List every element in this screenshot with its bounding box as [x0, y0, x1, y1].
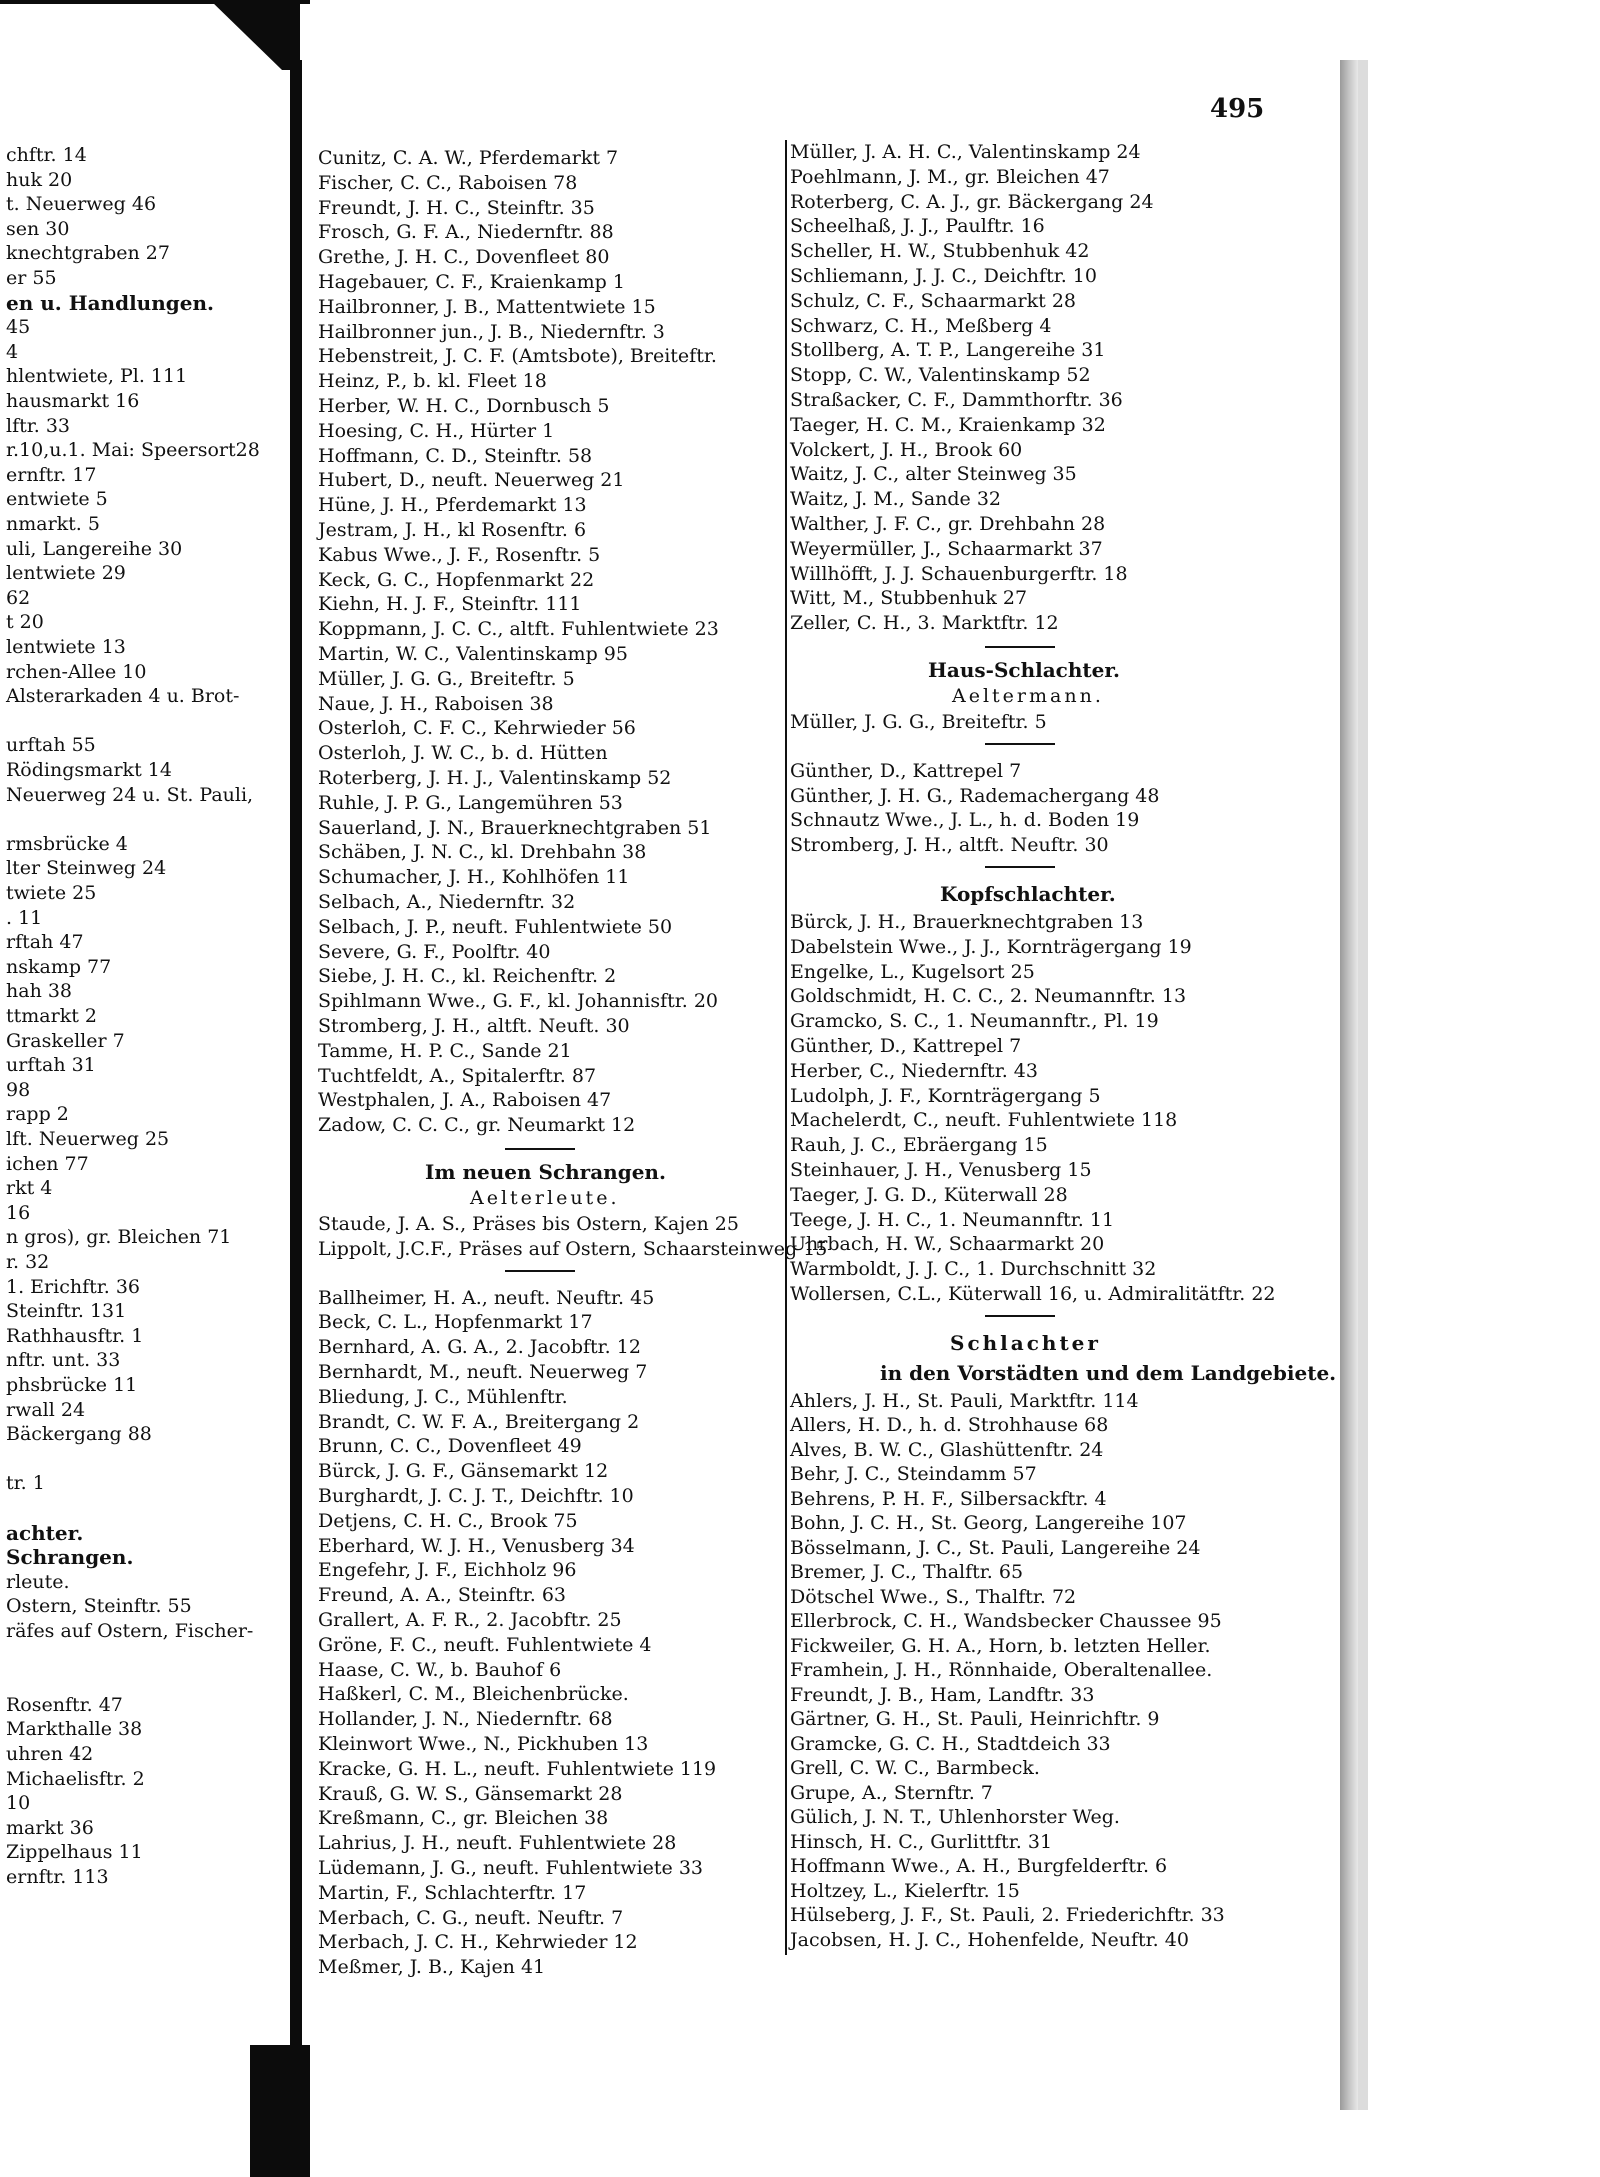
directory-entry: Osterloh, C. F. C., Kehrwieder 56: [318, 717, 636, 740]
left-fragment-line: 10: [6, 1792, 31, 1815]
directory-entry: Selbach, J. P., neuft. Fuhlentwiete 50: [318, 915, 673, 938]
directory-entry: Roterberg, J. H. J., Valentinskamp 52: [318, 767, 672, 789]
page-number: 495: [1210, 94, 1265, 124]
left-fragment-line: phsbrücke 11: [6, 1374, 138, 1396]
left-fragment-line: chftr. 14: [6, 144, 87, 166]
directory-entry: Grupe, A., Sternftr. 7: [790, 1781, 993, 1804]
directory-entry: Hubert, D., neuft. Neuerweg 21: [318, 469, 625, 492]
left-fragment-line: 4: [6, 340, 19, 363]
directory-entry: Poehlmann, J. M., gr. Bleichen 47: [790, 165, 1110, 188]
left-fragment-line: urftah 31: [6, 1054, 96, 1077]
directory-entry: Haßkerl, C. M., Bleichenbrücke.: [318, 1683, 629, 1706]
directory-entry: Ludolph, J. F., Kornträgergang 5: [790, 1084, 1101, 1107]
directory-entry: Schliemann, J. J. C., Deichftr. 10: [790, 265, 1097, 287]
directory-entry: Merbach, C. G., neuft. Neuftr. 7: [318, 1906, 624, 1929]
directory-entry: Freundt, J. H. C., Steinftr. 35: [318, 196, 595, 219]
left-fragment-line: 98: [6, 1078, 31, 1101]
directory-entry: Dabelstein Wwe., J. J., Kornträgergang 19: [790, 935, 1192, 958]
section-rule: [985, 866, 1055, 868]
left-fragment-line: lftr. 33: [6, 414, 70, 437]
section-rule: [505, 1148, 575, 1150]
left-fragment-line: entwiete 5: [6, 488, 108, 511]
directory-entry: Eberhard, W. J. H., Venusberg 34: [318, 1534, 635, 1557]
section-heading: Haus-Schlachter.: [928, 658, 1121, 682]
left-fragment-line: er 55: [6, 267, 57, 289]
left-fragment-line: rftah 47: [6, 931, 84, 954]
left-fragment-line: ernftr. 17: [6, 463, 97, 486]
directory-entry: Engefehr, J. F., Eichholz 96: [318, 1559, 577, 1582]
directory-entry: Meßmer, J. B., Kajen 41: [318, 1956, 546, 1979]
directory-entry: Zadow, C. C. C., gr. Neumarkt 12: [318, 1114, 636, 1137]
directory-entry: Frosch, G. F. A., Niedernftr. 88: [318, 221, 614, 244]
left-fragment-line: Ostern, Steinftr. 55: [6, 1595, 192, 1618]
directory-entry: Schnautz Wwe., J. L., h. d. Boden 19: [790, 809, 1140, 832]
directory-entry: Freund, A. A., Steinftr. 63: [318, 1584, 566, 1607]
left-fragment-line: sen 30: [6, 217, 70, 240]
left-fragment-line: twiete 25: [6, 882, 97, 904]
directory-entry: Müller, J. G. G., Breiteftr. 5: [318, 667, 575, 690]
left-fragment-line: Neuerweg 24 u. St. Pauli,: [6, 783, 254, 806]
directory-entry: Krauß, G. W. S., Gänsemarkt 28: [318, 1782, 623, 1805]
directory-entry: Ballheimer, H. A., neuft. Neuftr. 45: [318, 1286, 655, 1309]
left-fragment-line: Graskeller 7: [6, 1029, 125, 1052]
left-fragment-line: 1. Erichftr. 36: [6, 1275, 140, 1298]
directory-entry: Scheelhaß, J. J., Paulftr. 16: [790, 215, 1045, 238]
left-fragment-line: Markthalle 38: [6, 1718, 143, 1741]
aeltermann-entry: Müller, J. G. G., Breiteftr. 5: [790, 711, 1047, 733]
left-fragment-line: lft. Neuerweg 25: [6, 1128, 170, 1150]
directory-entry: Stollberg, A. T. P., Langereihe 31: [790, 339, 1106, 362]
left-fragment-line: Schrangen.: [6, 1545, 134, 1570]
left-fragment-line: ttmarkt 2: [6, 1005, 97, 1027]
elder-entry: Lippolt, J.C.F., Präses auf Ostern, Schaarsteinweg 15: [318, 1237, 828, 1260]
directory-entry: Haase, C. W., b. Bauhof 6: [318, 1658, 562, 1681]
left-fragment-line: rleute.: [6, 1570, 70, 1593]
directory-entry: Hoesing, C. H., Hürter 1: [318, 419, 555, 442]
directory-entry: Detjens, C. H. C., Brook 75: [318, 1509, 578, 1532]
directory-entry: Günther, J. H. G., Rademachergang 48: [790, 784, 1160, 807]
directory-entry: Jacobsen, H. J. C., Hohenfelde, Neuftr. 40: [790, 1928, 1189, 1951]
directory-entry: Gröne, F. C., neuft. Fuhlentwiete 4: [318, 1633, 652, 1656]
directory-entry: Walther, J. F. C., gr. Drehbahn 28: [790, 513, 1106, 535]
directory-entry: Hoffmann Wwe., A. H., Burgfelderftr. 6: [790, 1855, 1168, 1878]
directory-entry: Fischer, C. C., Raboisen 78: [318, 171, 578, 194]
left-fragment-line: hah 38: [6, 980, 73, 1003]
left-fragment-line: Rosenftr. 47: [6, 1693, 123, 1716]
directory-entry: Framhein, J. H., Rönnhaide, Oberaltenallee.: [790, 1659, 1213, 1682]
left-fragment-line: lentwiete 29: [6, 562, 126, 585]
directory-entry: Waitz, J. M., Sande 32: [790, 488, 1002, 511]
directory-entry: Machelerdt, C., neuft. Fuhlentwiete 118: [790, 1109, 1178, 1132]
directory-entry: Schumacher, J. H., Kohlhöfen 11: [318, 866, 630, 889]
section-subheading: in den Vorstädten und dem Landgebiete.: [880, 1360, 1337, 1385]
left-fragment-line: Rödingsmarkt 14: [6, 759, 172, 781]
left-fragment-line: n gros), gr. Bleichen 71: [6, 1226, 232, 1249]
directory-entry: Brunn, C. C., Dovenfleet 49: [318, 1435, 582, 1458]
left-fragment-line: hlentwiete, Pl. 111: [6, 365, 188, 388]
directory-entry: Burghardt, J. C. J. T., Deichftr. 10: [318, 1485, 634, 1507]
left-fragment-line: nftr. unt. 33: [6, 1349, 121, 1372]
directory-entry: Spihlmann Wwe., G. F., kl. Johannisftr. 20: [318, 990, 719, 1013]
directory-entry: Stromberg, J. H., altft. Neuft. 30: [318, 1015, 630, 1037]
directory-entry: Beck, C. L., Hopfenmarkt 17: [318, 1311, 593, 1334]
directory-entry: Goldschmidt, H. C. C., 2. Neumannftr. 13: [790, 985, 1187, 1008]
left-fragment-line: 45: [6, 316, 31, 339]
directory-entry: Lüdemann, J. G., neuft. Fuhlentwiete 33: [318, 1857, 703, 1879]
directory-entry: Keck, G. C., Hopfenmarkt 22: [318, 568, 595, 591]
directory-entry: Witt, M., Stubbenhuk 27: [790, 587, 1028, 610]
left-fragment-line: uli, Langereihe 30: [6, 537, 183, 560]
left-fragment-line: t 20: [6, 611, 44, 634]
left-fragment-line: nskamp 77: [6, 955, 112, 978]
directory-entry: Herber, C., Niedernftr. 43: [790, 1059, 1038, 1082]
left-fragment-line: Rathhausftr. 1: [6, 1324, 144, 1347]
directory-entry: Merbach, J. C. H., Kehrwieder 12: [318, 1931, 638, 1954]
directory-entry: Osterloh, J. W. C., b. d. Hütten: [318, 742, 608, 765]
directory-entry: Bremer, J. C., Thalftr. 65: [790, 1561, 1024, 1584]
directory-entry: Hoffmann, C. D., Steinftr. 58: [318, 444, 593, 467]
directory-entry: Hinsch, H. C., Gurlittftr. 31: [790, 1830, 1053, 1853]
directory-entry: Selbach, A., Niedernftr. 32: [318, 891, 576, 913]
directory-entry: Uhrbach, H. W., Schaarmarkt 20: [790, 1233, 1105, 1256]
directory-entry: Kabus Wwe., J. F., Rosenftr. 5: [318, 543, 601, 566]
left-fragment-line: markt 36: [6, 1816, 94, 1839]
left-fragment-line: en u. Handlungen.: [6, 290, 214, 315]
section-rule: [985, 1315, 1055, 1317]
directory-entry: Steinhauer, J. H., Venusberg 15: [790, 1159, 1092, 1181]
directory-entry: Bürck, J. G. F., Gänsemarkt 12: [318, 1460, 609, 1483]
directory-entry: Hebenstreit, J. C. F. (Amtsbote), Breiteftr.: [318, 345, 717, 368]
left-fragment-line: knechtgraben 27: [6, 242, 170, 265]
directory-entry: Taeger, J. G. D., Küterwall 28: [790, 1183, 1068, 1206]
directory-entry: Günther, D., Kattrepel 7: [790, 759, 1022, 782]
left-fragment-line: rkt 4: [6, 1177, 53, 1200]
directory-entry: Willhöfft, J. J. Schauenburgerftr. 18: [790, 562, 1128, 585]
directory-entry: Herber, W. H. C., Dornbusch 5: [318, 395, 610, 417]
directory-entry: Dötschel Wwe., S., Thalftr. 72: [790, 1585, 1077, 1608]
directory-entry: Waitz, J. C., alter Steinweg 35: [790, 463, 1077, 486]
directory-entry: Bliedung, J. C., Mühlenftr.: [318, 1385, 568, 1408]
directory-entry: Allers, H. D., h. d. Strohhause 68: [790, 1414, 1109, 1437]
directory-entry: Hailbronner, J. B., Mattentwiete 15: [318, 295, 656, 318]
left-fragment-line: urftah 55: [6, 734, 96, 757]
directory-entry: Jestram, J. H., kl Rosenftr. 6: [318, 519, 587, 541]
section-subheading: Aeltermann.: [952, 685, 1104, 707]
directory-entry: Schäben, J. N. C., kl. Drehbahn 38: [318, 841, 647, 864]
directory-entry: Bernhard, A. G. A., 2. Jacobftr. 12: [318, 1336, 641, 1359]
directory-entry: Westphalen, J. A., Raboisen 47: [318, 1089, 612, 1112]
section-heading: Kopfschlachter.: [940, 882, 1116, 906]
directory-entry: Siebe, J. H. C., kl. Reichenftr. 2: [318, 965, 617, 988]
directory-entry: Holtzey, L., Kielerftr. 15: [790, 1879, 1020, 1902]
directory-entry: Martin, F., Schlachterftr. 17: [318, 1881, 587, 1904]
directory-entry: Hüne, J. H., Pferdemarkt 13: [318, 494, 587, 517]
section-subheading: Aelterleute.: [470, 1187, 620, 1209]
section-rule: [985, 743, 1055, 745]
directory-entry: Sauerland, J. N., Brauerknechtgraben 51: [318, 816, 712, 839]
directory-entry: Kiehn, H. J. F., Steinftr. 111: [318, 593, 582, 616]
left-fragment-line: rchen-Allee 10: [6, 660, 147, 683]
directory-entry: Bohn, J. C. H., St. Georg, Langereihe 107: [790, 1512, 1187, 1535]
section-rule: [505, 1270, 575, 1272]
directory-entry: Schwarz, C. H., Meßberg 4: [790, 314, 1052, 337]
directory-entry: Freundt, J. B., Ham, Landftr. 33: [790, 1683, 1095, 1706]
directory-entry: Martin, W. C., Valentinskamp 95: [318, 643, 628, 665]
directory-entry: Weyermüller, J., Schaarmarkt 37: [790, 537, 1103, 560]
book-spine: [290, 60, 302, 2177]
elder-entry: Staude, J. A. S., Präses bis Ostern, Kajen 25: [318, 1213, 739, 1235]
left-fragment-line: achter.: [6, 1520, 84, 1545]
directory-entry: Ahlers, J. H., St. Pauli, Marktftr. 114: [790, 1389, 1139, 1412]
page-edge: [1340, 60, 1358, 2110]
directory-entry: Günther, D., Kattrepel 7: [790, 1035, 1022, 1057]
directory-entry: Heinz, P., b. kl. Fleet 18: [318, 370, 547, 393]
directory-entry: Teege, J. H. C., 1. Neumannftr. 11: [790, 1208, 1115, 1231]
directory-entry: Tamme, H. P. C., Sande 21: [318, 1039, 572, 1062]
directory-entry: Schulz, C. F., Schaarmarkt 28: [790, 289, 1077, 312]
directory-entry: Rauh, J. C., Ebräergang 15: [790, 1134, 1048, 1157]
directory-entry: Stromberg, J. H., altft. Neuftr. 30: [790, 834, 1109, 857]
directory-entry: Warmboldt, J. J. C., 1. Durchschnitt 32: [790, 1258, 1157, 1281]
directory-entry: Engelke, L., Kugelsort 25: [790, 960, 1035, 983]
directory-entry: Kleinwort Wwe., N., Pickhuben 13: [318, 1733, 649, 1755]
left-fragment-line: Alsterarkaden 4 u. Brot-: [6, 685, 240, 708]
directory-entry: Cunitz, C. A. W., Pferdemarkt 7: [318, 147, 619, 169]
binding-shadow-bottom: [250, 2045, 310, 2177]
left-fragment-line: 62: [6, 586, 31, 609]
left-fragment-line: 16: [6, 1201, 31, 1224]
left-fragment-line: Bäckergang 88: [6, 1423, 152, 1446]
directory-entry: Müller, J. A. H. C., Valentinskamp 24: [790, 141, 1141, 163]
left-fragment-line: tr. 1: [6, 1472, 45, 1495]
directory-entry: Stopp, C. W., Valentinskamp 52: [790, 364, 1091, 387]
section-rule: [985, 646, 1055, 648]
directory-entry: Tuchtfeldt, A., Spitalerftr. 87: [318, 1064, 597, 1087]
section-heading: Im neuen Schrangen.: [425, 1160, 666, 1184]
column-divider: [785, 140, 787, 1955]
left-fragment-line: uhren 42: [6, 1743, 94, 1765]
directory-entry: Koppmann, J. C. C., altft. Fuhlentwiete 23: [318, 618, 719, 641]
directory-entry: Wollersen, C.L., Küterwall 16, u. Admiralitätftr. 22: [790, 1283, 1276, 1305]
directory-entry: Taeger, H. C. M., Kraienkamp 32: [790, 413, 1106, 436]
left-fragment-line: rmsbrücke 4: [6, 832, 128, 855]
left-fragment-line: huk 20: [6, 168, 73, 191]
directory-entry: Straßacker, C. F., Dammthorftr. 36: [790, 389, 1123, 411]
directory-entry: Gramcko, S. C., 1. Neumannftr., Pl. 19: [790, 1010, 1159, 1033]
directory-entry: Hülseberg, J. F., St. Pauli, 2. Friederichftr. 33: [790, 1904, 1225, 1927]
left-fragment-line: ernftr. 113: [6, 1866, 109, 1888]
section-heading: Schlachter: [950, 1330, 1101, 1355]
directory-entry: Kracke, G. H. L., neuft. Fuhlentwiete 119: [318, 1757, 717, 1780]
directory-entry: Grell, C. W. C., Barmbeck.: [790, 1757, 1040, 1780]
directory-entry: Hollander, J. N., Niedernftr. 68: [318, 1708, 613, 1731]
left-fragment-line: rwall 24: [6, 1398, 86, 1421]
left-fragment-line: lter Steinweg 24: [6, 857, 167, 880]
directory-entry: Ruhle, J. P. G., Langemühren 53: [318, 791, 623, 814]
left-fragment-line: lentwiete 13: [6, 636, 126, 658]
left-fragment-line: t. Neuerweg 46: [6, 193, 157, 216]
directory-entry: Fickweiler, G. H. A., Horn, b. letzten Heller.: [790, 1634, 1211, 1657]
directory-entry: Gärtner, G. H., St. Pauli, Heinrichftr. 9: [790, 1708, 1160, 1731]
directory-entry: Hailbronner jun., J. B., Niedernftr. 3: [318, 320, 665, 343]
left-fragment-line: hausmarkt 16: [6, 390, 140, 412]
directory-entry: Bürck, J. H., Brauerknechtgraben 13: [790, 911, 1144, 933]
directory-entry: Alves, B. W. C., Glashüttenftr. 24: [790, 1438, 1104, 1461]
directory-entry: Gülich, J. N. T., Uhlenhorster Weg.: [790, 1806, 1120, 1829]
directory-entry: Grallert, A. F. R., 2. Jacobftr. 25: [318, 1609, 622, 1631]
directory-entry: Scheller, H. W., Stubbenhuk 42: [790, 240, 1090, 263]
directory-entry: Volckert, J. H., Brook 60: [790, 438, 1023, 461]
directory-entry: Brandt, C. W. F. A., Breitergang 2: [318, 1410, 640, 1433]
directory-entry: Kreßmann, C., gr. Bleichen 38: [318, 1807, 609, 1830]
directory-entry: Zeller, C. H., 3. Marktftr. 12: [790, 612, 1059, 635]
left-fragment-line: rapp 2: [6, 1103, 69, 1126]
directory-entry: Bösselmann, J. C., St. Pauli, Langereihe 24: [790, 1536, 1201, 1559]
left-fragment-line: räfes auf Ostern, Fischer-: [6, 1620, 254, 1642]
directory-entry: Lahrius, J. H., neuft. Fuhlentwiete 28: [318, 1832, 677, 1855]
left-fragment-line: Michaelisftr. 2: [6, 1767, 145, 1790]
left-fragment-line: nmarkt. 5: [6, 513, 100, 535]
directory-entry: Ellerbrock, C. H., Wandsbecker Chaussee 95: [790, 1610, 1222, 1633]
left-fragment-line: . 11: [6, 906, 43, 929]
page-edge-light: [1358, 60, 1368, 2110]
left-fragment-line: ichen 77: [6, 1152, 89, 1175]
left-fragment-line: r. 32: [6, 1251, 50, 1273]
left-fragment-line: r.10,u.1. Mai: Speersort28: [6, 439, 260, 462]
directory-entry: Hagebauer, C. F., Kraienkamp 1: [318, 271, 625, 293]
left-fragment-line: Zippelhaus 11: [6, 1841, 143, 1864]
directory-entry: Severe, G. F., Poolftr. 40: [318, 940, 551, 963]
directory-entry: Grethe, J. H. C., Dovenfleet 80: [318, 246, 610, 269]
directory-entry: Roterberg, C. A. J., gr. Bäckergang 24: [790, 190, 1154, 213]
directory-entry: Behr, J. C., Steindamm 57: [790, 1463, 1037, 1486]
directory-entry: Bernhardt, M., neuft. Neuerweg 7: [318, 1361, 648, 1383]
directory-entry: Naue, J. H., Raboisen 38: [318, 692, 554, 715]
left-fragment-line: Steinftr. 131: [6, 1300, 127, 1323]
directory-entry: Behrens, P. H. F., Silbersackftr. 4: [790, 1487, 1107, 1510]
directory-entry: Gramcke, G. C. H., Stadtdeich 33: [790, 1732, 1111, 1755]
